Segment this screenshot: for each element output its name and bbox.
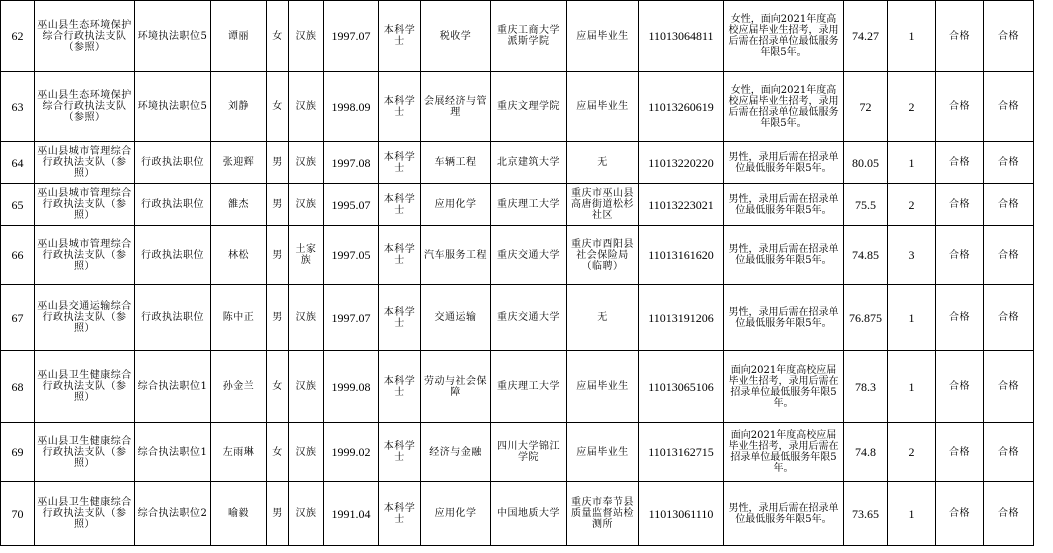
cell-name: 林松 xyxy=(211,226,267,285)
cell-result-1: 合格 xyxy=(936,226,984,285)
cell-ethnicity: 汉族 xyxy=(289,142,324,184)
table-row xyxy=(1,184,1034,226)
cell-rank: 1 xyxy=(888,351,936,423)
cell-exam-id: 11013161620 xyxy=(639,226,724,285)
cell-unit: 巫山县卫生健康综合行政执法支队（参照） xyxy=(35,351,135,423)
cell-employer: 重庆市酉阳县社会保险局（临聘） xyxy=(567,226,639,285)
cell-position: 行政执法职位 xyxy=(135,184,211,226)
cell-score: 74.8 xyxy=(844,423,888,482)
cell-score: 74.85 xyxy=(844,226,888,285)
cell-position: 环境执法职位5 xyxy=(135,72,211,142)
cell-education: 本科学士 xyxy=(379,142,421,184)
cell-ethnicity: 汉族 xyxy=(289,351,324,423)
table-row xyxy=(1,423,1034,482)
cell-major: 应用化学 xyxy=(421,482,491,546)
cell-note: 女性，面向2021年度高校应届毕业生招考，录用后需在招录单位最低服务年限5年。 xyxy=(724,72,844,142)
cell-rank: 1 xyxy=(888,482,936,546)
cell-education: 本科学士 xyxy=(379,226,421,285)
cell-education: 本科学士 xyxy=(379,423,421,482)
cell-result-1: 合格 xyxy=(936,72,984,142)
cell-score: 72 xyxy=(844,72,888,142)
cell-no: 67 xyxy=(1,285,35,351)
cell-school: 重庆理工大学 xyxy=(491,351,567,423)
cell-name: 左雨琳 xyxy=(211,423,267,482)
cell-rank: 1 xyxy=(888,285,936,351)
cell-employer: 应届毕业生 xyxy=(567,72,639,142)
cell-score: 76.875 xyxy=(844,285,888,351)
cell-position: 行政执法职位 xyxy=(135,142,211,184)
cell-gender: 女 xyxy=(267,1,289,72)
cell-exam-id: 11013064811 xyxy=(639,1,724,72)
cell-birth: 1997.07 xyxy=(324,1,379,72)
table-row xyxy=(1,72,1034,142)
cell-score: 73.65 xyxy=(844,482,888,546)
cell-exam-id: 11013065106 xyxy=(639,351,724,423)
cell-gender: 男 xyxy=(267,226,289,285)
cell-name: 张迎辉 xyxy=(211,142,267,184)
cell-employer: 无 xyxy=(567,285,639,351)
cell-result-2: 合格 xyxy=(984,285,1034,351)
cell-note: 男性，录用后需在招录单位最低服务年限5年。 xyxy=(724,285,844,351)
cell-result-2: 合格 xyxy=(984,1,1034,72)
cell-result-2: 合格 xyxy=(984,351,1034,423)
cell-position: 综合执法职位2 xyxy=(135,482,211,546)
cell-education: 本科学士 xyxy=(379,482,421,546)
cell-unit: 巫山县卫生健康综合行政执法支队（参照） xyxy=(35,482,135,546)
cell-result-2: 合格 xyxy=(984,72,1034,142)
cell-school: 重庆工商大学派斯学院 xyxy=(491,1,567,72)
cell-employer: 无 xyxy=(567,142,639,184)
cell-birth: 1997.08 xyxy=(324,142,379,184)
cell-gender: 男 xyxy=(267,482,289,546)
cell-no: 64 xyxy=(1,142,35,184)
cell-education: 本科学士 xyxy=(379,351,421,423)
cell-unit: 巫山县生态环境保护综合行政执法支队（参照） xyxy=(35,72,135,142)
cell-name: 陈中正 xyxy=(211,285,267,351)
cell-exam-id: 11013162715 xyxy=(639,423,724,482)
cell-note: 男性，录用后需在招录单位最低服务年限5年。 xyxy=(724,482,844,546)
cell-score: 75.5 xyxy=(844,184,888,226)
cell-result-1: 合格 xyxy=(936,285,984,351)
cell-school: 中国地质大学 xyxy=(491,482,567,546)
cell-gender: 男 xyxy=(267,142,289,184)
cell-birth: 1995.07 xyxy=(324,184,379,226)
cell-gender: 女 xyxy=(267,423,289,482)
cell-rank: 2 xyxy=(888,423,936,482)
cell-unit: 巫山县城市管理综合行政执法支队（参照） xyxy=(35,142,135,184)
cell-birth: 1999.08 xyxy=(324,351,379,423)
cell-position: 综合执法职位1 xyxy=(135,423,211,482)
table-row xyxy=(1,1,1034,72)
cell-position: 综合执法职位1 xyxy=(135,351,211,423)
cell-gender: 男 xyxy=(267,184,289,226)
table-row xyxy=(1,351,1034,423)
cell-rank: 2 xyxy=(888,184,936,226)
cell-gender: 女 xyxy=(267,72,289,142)
cell-exam-id: 11013220220 xyxy=(639,142,724,184)
cell-major: 交通运输 xyxy=(421,285,491,351)
cell-education: 本科学士 xyxy=(379,72,421,142)
cell-unit: 巫山县卫生健康综合行政执法支队（参照） xyxy=(35,423,135,482)
cell-no: 68 xyxy=(1,351,35,423)
cell-note: 面向2021年度高校应届毕业生招考，录用后需在招录单位最低服务年限5年。 xyxy=(724,351,844,423)
cell-major: 经济与金融 xyxy=(421,423,491,482)
cell-unit: 巫山县交通运输综合行政执法支队（参照） xyxy=(35,285,135,351)
cell-exam-id: 11013223021 xyxy=(639,184,724,226)
cell-name: 谭丽 xyxy=(211,1,267,72)
cell-ethnicity: 汉族 xyxy=(289,285,324,351)
cell-school: 重庆理工大学 xyxy=(491,184,567,226)
cell-major: 会展经济与管理 xyxy=(421,72,491,142)
cell-school: 四川大学锦江学院 xyxy=(491,423,567,482)
cell-result-2: 合格 xyxy=(984,226,1034,285)
cell-no: 69 xyxy=(1,423,35,482)
cell-school: 北京建筑大学 xyxy=(491,142,567,184)
cell-major: 税收学 xyxy=(421,1,491,72)
cell-rank: 2 xyxy=(888,72,936,142)
cell-result-2: 合格 xyxy=(984,184,1034,226)
cell-major: 应用化学 xyxy=(421,184,491,226)
cell-name: 雒杰 xyxy=(211,184,267,226)
cell-birth: 1998.09 xyxy=(324,72,379,142)
cell-rank: 3 xyxy=(888,226,936,285)
cell-birth: 1997.07 xyxy=(324,285,379,351)
cell-birth: 1997.05 xyxy=(324,226,379,285)
cell-education: 本科学士 xyxy=(379,285,421,351)
cell-result-1: 合格 xyxy=(936,142,984,184)
table-row xyxy=(1,142,1034,184)
cell-major: 汽车服务工程 xyxy=(421,226,491,285)
cell-employer: 重庆市奉节县质量监督站检测所 xyxy=(567,482,639,546)
cell-rank: 1 xyxy=(888,142,936,184)
cell-note: 男性，录用后需在招录单位最低服务年限5年。 xyxy=(724,142,844,184)
cell-school: 重庆交通大学 xyxy=(491,285,567,351)
cell-ethnicity: 汉族 xyxy=(289,72,324,142)
cell-employer: 应届毕业生 xyxy=(567,351,639,423)
cell-ethnicity: 汉族 xyxy=(289,423,324,482)
cell-ethnicity: 汉族 xyxy=(289,184,324,226)
cell-name: 刘静 xyxy=(211,72,267,142)
cell-exam-id: 11013260619 xyxy=(639,72,724,142)
cell-gender: 女 xyxy=(267,351,289,423)
cell-note: 男性，录用后需在招录单位最低服务年限5年。 xyxy=(724,184,844,226)
cell-rank: 1 xyxy=(888,1,936,72)
cell-name: 孙金兰 xyxy=(211,351,267,423)
cell-no: 70 xyxy=(1,482,35,546)
cell-result-2: 合格 xyxy=(984,142,1034,184)
table-row xyxy=(1,285,1034,351)
cell-no: 63 xyxy=(1,72,35,142)
cell-employer: 应届毕业生 xyxy=(567,423,639,482)
cell-employer: 重庆市巫山县高唐街道松杉社区 xyxy=(567,184,639,226)
cell-school: 重庆交通大学 xyxy=(491,226,567,285)
table-row xyxy=(1,226,1034,285)
cell-unit: 巫山县生态环境保护综合行政执法支队（参照） xyxy=(35,1,135,72)
cell-name: 喻毅 xyxy=(211,482,267,546)
cell-major: 车辆工程 xyxy=(421,142,491,184)
cell-ethnicity: 土家族 xyxy=(289,226,324,285)
cell-exam-id: 11013061110 xyxy=(639,482,724,546)
cell-score: 78.3 xyxy=(844,351,888,423)
cell-result-2: 合格 xyxy=(984,423,1034,482)
cell-no: 62 xyxy=(1,1,35,72)
table-body xyxy=(1,1,1034,546)
cell-result-1: 合格 xyxy=(936,1,984,72)
table-row xyxy=(1,482,1034,546)
cell-position: 行政执法职位 xyxy=(135,226,211,285)
cell-result-1: 合格 xyxy=(936,482,984,546)
cell-birth: 1999.02 xyxy=(324,423,379,482)
cell-birth: 1991.04 xyxy=(324,482,379,546)
cell-position: 行政执法职位 xyxy=(135,285,211,351)
cell-ethnicity: 汉族 xyxy=(289,482,324,546)
cell-education: 本科学士 xyxy=(379,1,421,72)
cell-education: 本科学士 xyxy=(379,184,421,226)
cell-no: 65 xyxy=(1,184,35,226)
cell-score: 80.05 xyxy=(844,142,888,184)
cell-ethnicity: 汉族 xyxy=(289,1,324,72)
cell-major: 劳动与社会保障 xyxy=(421,351,491,423)
cell-result-1: 合格 xyxy=(936,184,984,226)
cell-note: 女性，面向2021年度高校应届毕业生招考，录用后需在招录单位最低服务年限5年。 xyxy=(724,1,844,72)
cell-unit: 巫山县城市管理综合行政执法支队（参照） xyxy=(35,226,135,285)
cell-no: 66 xyxy=(1,226,35,285)
cell-employer: 应届毕业生 xyxy=(567,1,639,72)
cell-unit: 巫山县城市管理综合行政执法支队（参照） xyxy=(35,184,135,226)
cell-result-1: 合格 xyxy=(936,351,984,423)
cell-position: 环境执法职位5 xyxy=(135,1,211,72)
cell-exam-id: 11013191206 xyxy=(639,285,724,351)
cell-school: 重庆文理学院 xyxy=(491,72,567,142)
cell-note: 面向2021年度高校应届毕业生招考，录用后需在招录单位最低服务年限5年。 xyxy=(724,423,844,482)
cell-result-1: 合格 xyxy=(936,423,984,482)
cell-score: 74.27 xyxy=(844,1,888,72)
cell-result-2: 合格 xyxy=(984,482,1034,546)
cell-note: 男性，录用后需在招录单位最低服务年限5年。 xyxy=(724,226,844,285)
cell-gender: 男 xyxy=(267,285,289,351)
